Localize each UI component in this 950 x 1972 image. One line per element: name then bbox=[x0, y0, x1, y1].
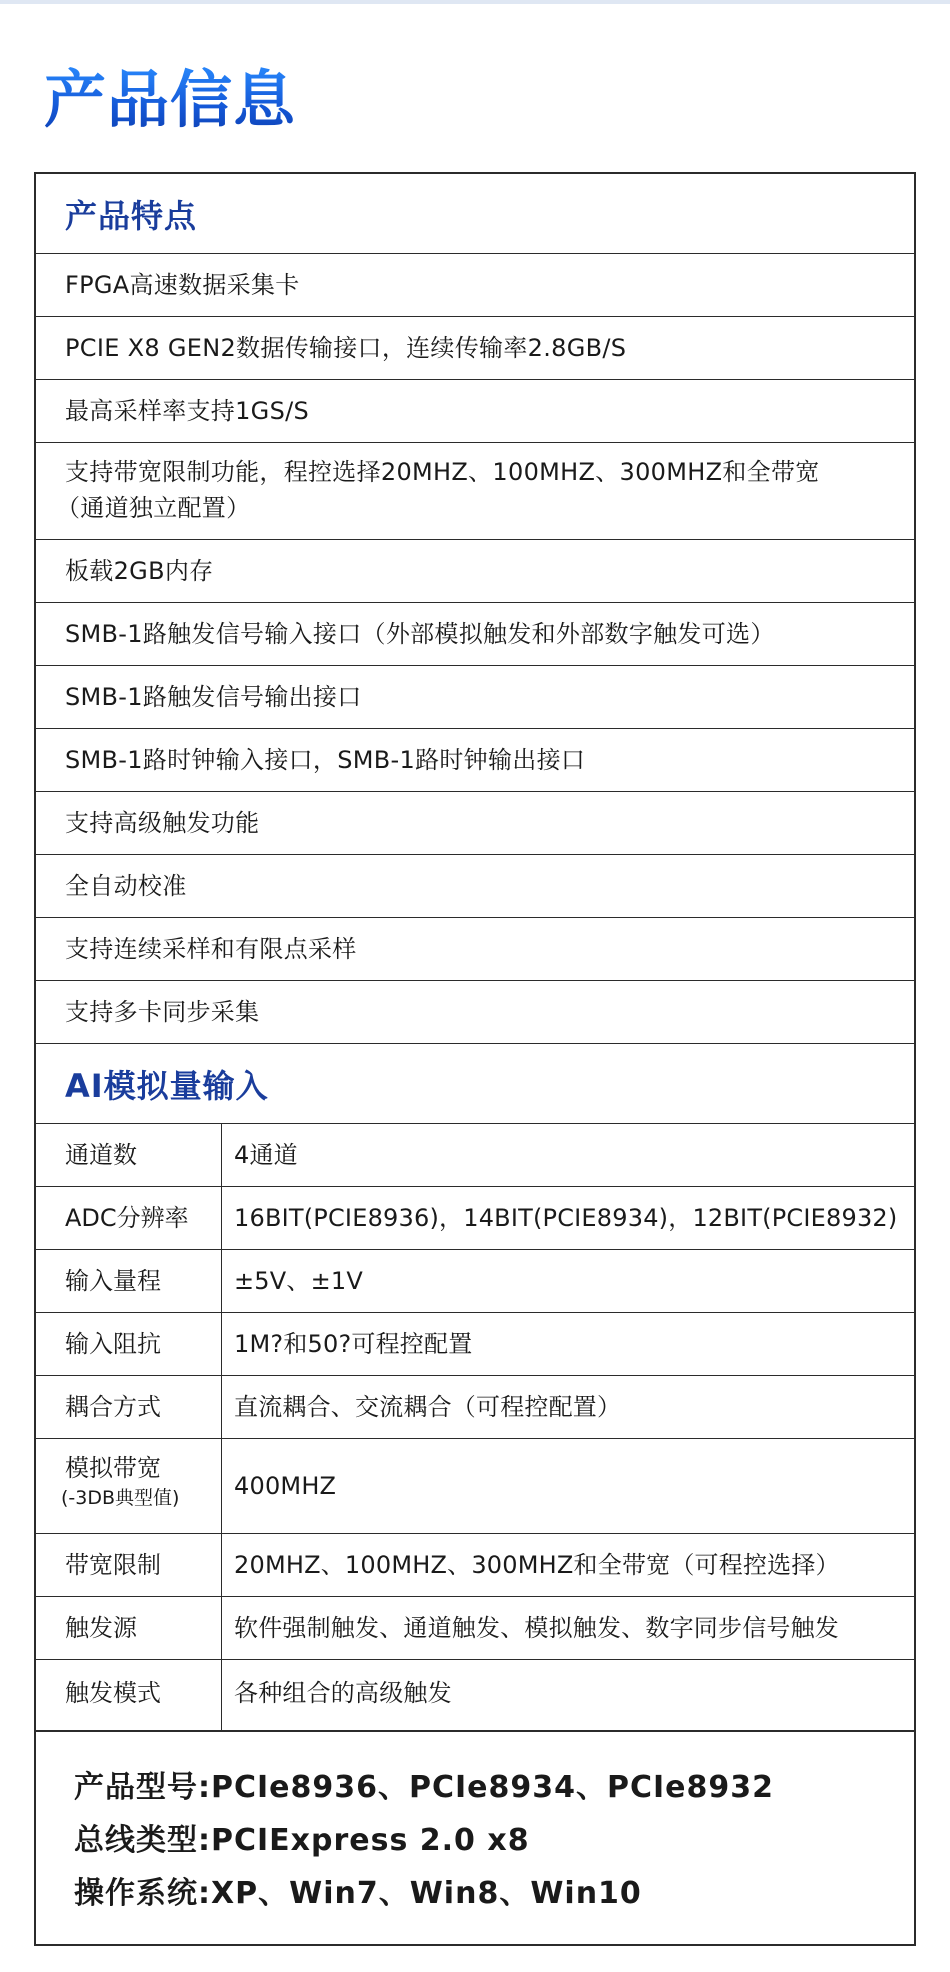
product-info-table bbox=[34, 172, 916, 1946]
summary-os: 操作系统:XP、Win7、Win8、Win10 bbox=[74, 1876, 642, 1911]
feature-text: SMB-1路触发信号输出接口 bbox=[65, 683, 362, 711]
feature-text: PCIE X8 GEN2数据传输接口，连续传输率2.8GB/S bbox=[65, 334, 627, 362]
spec-value: 软件强制触发、通道触发、模拟触发、数字同步信号触发 bbox=[234, 1614, 839, 1642]
spec-label-main: 模拟带宽 bbox=[65, 1454, 161, 1482]
feature-row bbox=[36, 540, 914, 603]
summary-divider bbox=[36, 1730, 914, 1732]
spec-value: 各种组合的高级触发 bbox=[234, 1679, 452, 1707]
feature-text: 支持多卡同步采集 bbox=[65, 998, 260, 1026]
spec-label: ADC分辨率 bbox=[65, 1204, 189, 1232]
spec-value: 4通道 bbox=[234, 1141, 298, 1169]
column-divider bbox=[221, 1660, 222, 1730]
feature-text: 支持带宽限制功能，程控选择20MHZ、100MHZ、300MHZ和全带宽 bbox=[65, 458, 820, 486]
feature-text: SMB-1路触发信号输入接口（外部模拟触发和外部数字触发可选） bbox=[65, 620, 775, 648]
column-divider bbox=[221, 1124, 222, 1186]
spec-value: 1M?和50?可程控配置 bbox=[234, 1330, 473, 1358]
spec-value: 直流耦合、交流耦合（可程控配置） bbox=[234, 1393, 622, 1421]
spec-row bbox=[36, 1534, 914, 1597]
spec-label: 触发源 bbox=[65, 1614, 137, 1642]
column-divider bbox=[221, 1187, 222, 1249]
column-divider bbox=[221, 1376, 222, 1438]
feature-row bbox=[36, 443, 914, 540]
feature-text: SMB-1路时钟输入接口，SMB-1路时钟输出接口 bbox=[65, 746, 586, 774]
spec-label bbox=[61, 1451, 180, 1511]
spec-row bbox=[36, 1660, 914, 1730]
feature-text: 板载2GB内存 bbox=[65, 557, 214, 585]
spec-label: 输入阻抗 bbox=[65, 1330, 161, 1358]
spec-label: 通道数 bbox=[65, 1141, 137, 1169]
spec-label: 输入量程 bbox=[65, 1267, 161, 1295]
features-section-header: 产品特点 bbox=[36, 174, 914, 254]
spec-label: 耦合方式 bbox=[65, 1393, 161, 1421]
feature-row bbox=[36, 729, 914, 792]
feature-text: 全自动校准 bbox=[65, 872, 187, 900]
feature-text: FPGA高速数据采集卡 bbox=[65, 271, 300, 299]
feature-row bbox=[36, 666, 914, 729]
feature-text: 最高采样率支持1GS/S bbox=[65, 397, 310, 425]
spec-row bbox=[36, 1597, 914, 1660]
spec-row bbox=[36, 1439, 914, 1534]
column-divider bbox=[221, 1534, 222, 1596]
feature-row bbox=[36, 918, 914, 981]
feature-row bbox=[36, 380, 914, 443]
spec-value: ±5V、±1V bbox=[234, 1267, 363, 1295]
feature-row bbox=[36, 981, 914, 1044]
column-divider bbox=[221, 1250, 222, 1312]
spec-label-sub: (-3DB典型值) bbox=[61, 1487, 180, 1509]
column-divider bbox=[221, 1313, 222, 1375]
feature-text: 支持连续采样和有限点采样 bbox=[65, 935, 357, 963]
spec-value: 20MHZ、100MHZ、300MHZ和全带宽（可程控选择） bbox=[234, 1551, 840, 1579]
ai-section-header: AI模拟量输入 bbox=[36, 1044, 914, 1124]
page-title: 产品信息 bbox=[44, 63, 297, 136]
spec-value: 400MHZ bbox=[234, 1472, 337, 1500]
feature-row bbox=[36, 855, 914, 918]
feature-row bbox=[36, 792, 914, 855]
column-divider bbox=[221, 1597, 222, 1659]
spec-label: 触发模式 bbox=[65, 1679, 161, 1707]
feature-row bbox=[36, 317, 914, 380]
spec-label: 带宽限制 bbox=[65, 1551, 161, 1579]
spec-row bbox=[36, 1187, 914, 1250]
spec-row bbox=[36, 1313, 914, 1376]
spec-row bbox=[36, 1376, 914, 1439]
top-border-line bbox=[0, 0, 950, 4]
feature-text: 支持高级触发功能 bbox=[65, 809, 260, 837]
spec-row bbox=[36, 1250, 914, 1313]
summary-bus: 总线类型:PCIExpress 2.0 x8 bbox=[74, 1823, 530, 1858]
spec-value: 16BIT(PCIE8936)，14BIT(PCIE8934)，12BIT(PCIE8932) bbox=[234, 1204, 898, 1232]
feature-row bbox=[36, 603, 914, 666]
summary-model: 产品型号:PCIe8936、PCIe8934、PCIe8932 bbox=[74, 1770, 775, 1805]
spec-row bbox=[36, 1124, 914, 1187]
column-divider bbox=[221, 1439, 222, 1533]
feature-text-continued: （通道独立配置） bbox=[56, 494, 251, 522]
feature-row bbox=[36, 254, 914, 317]
